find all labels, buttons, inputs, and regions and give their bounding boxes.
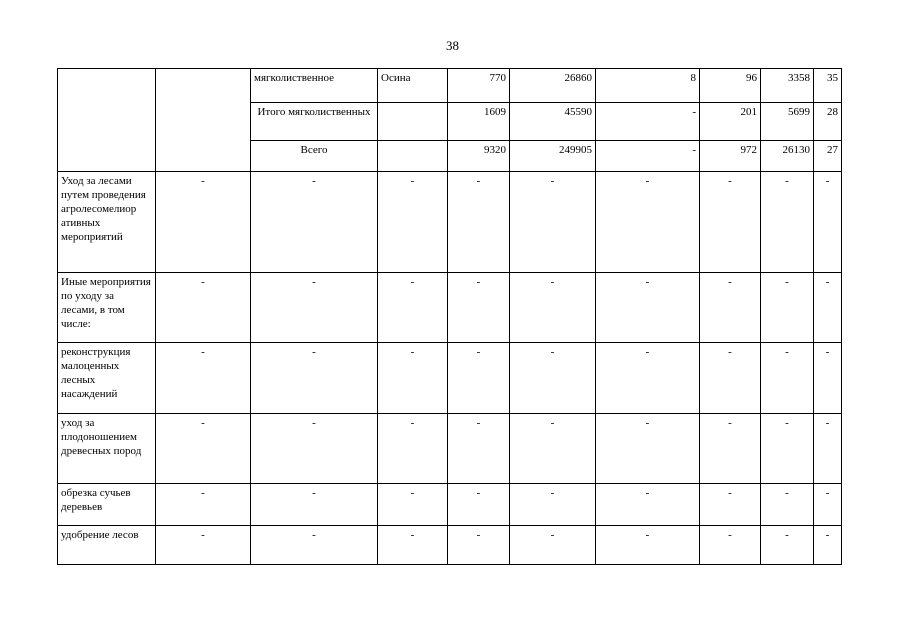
value-cell: 26130 (761, 141, 814, 172)
empty-cell (58, 69, 156, 172)
page-number: 38 (446, 38, 459, 53)
table-row (58, 69, 842, 103)
value-cell: - (378, 484, 448, 526)
value-cell: - (156, 484, 251, 526)
value-cell: - (814, 526, 842, 565)
value-cell: - (251, 273, 378, 343)
value-cell: - (510, 414, 596, 484)
value-cell: - (156, 414, 251, 484)
value-cell: - (700, 343, 761, 414)
value-cell: - (251, 414, 378, 484)
value-cell: 770 (448, 69, 510, 103)
activity-label-cell: обрезка сучьев деревьев (58, 484, 156, 526)
value-cell: - (596, 526, 700, 565)
value-cell: - (448, 273, 510, 343)
value-cell: 201 (700, 103, 761, 141)
value-cell: 27 (814, 141, 842, 172)
species-cell (378, 103, 448, 141)
value-cell: - (596, 141, 700, 172)
value-cell: - (761, 172, 814, 273)
value-cell: - (596, 103, 700, 141)
value-cell: - (378, 172, 448, 273)
value-cell: - (448, 414, 510, 484)
value-cell: - (448, 172, 510, 273)
value-cell: 972 (700, 141, 761, 172)
value-cell: - (761, 414, 814, 484)
species-group-cell: Всего (251, 141, 378, 172)
value-cell: 96 (700, 69, 761, 103)
value-cell: - (510, 273, 596, 343)
activity-label-cell: Уход за лесами путем проведения агролесомелиор ативных мероприятий (58, 172, 156, 273)
value-cell: - (761, 526, 814, 565)
forest-care-table (57, 68, 842, 565)
value-cell: - (251, 526, 378, 565)
table-row (58, 273, 842, 343)
table-row (58, 414, 842, 484)
value-cell: - (378, 526, 448, 565)
value-cell: 3358 (761, 69, 814, 103)
value-cell: - (596, 273, 700, 343)
value-cell: - (156, 526, 251, 565)
value-cell: - (251, 343, 378, 414)
value-cell: 249905 (510, 141, 596, 172)
activity-label-cell: удобрение лесов (58, 526, 156, 565)
value-cell: - (814, 414, 842, 484)
value-cell: - (700, 484, 761, 526)
value-cell: - (251, 484, 378, 526)
value-cell: 5699 (761, 103, 814, 141)
table-row (58, 172, 842, 273)
value-cell: - (814, 343, 842, 414)
species-group-cell: мягколиственное (251, 69, 378, 103)
activity-label-cell: уход за плодоношением древесных пород (58, 414, 156, 484)
value-cell: - (814, 172, 842, 273)
value-cell: - (510, 526, 596, 565)
value-cell: 8 (596, 69, 700, 103)
value-cell: 45590 (510, 103, 596, 141)
table-row (58, 484, 842, 526)
value-cell: - (510, 484, 596, 526)
value-cell: - (156, 343, 251, 414)
value-cell: - (378, 343, 448, 414)
value-cell: - (761, 343, 814, 414)
value-cell: - (814, 273, 842, 343)
value-cell: - (448, 484, 510, 526)
value-cell: 9320 (448, 141, 510, 172)
value-cell: - (510, 343, 596, 414)
value-cell: - (510, 172, 596, 273)
value-cell: - (700, 172, 761, 273)
value-cell: - (700, 414, 761, 484)
value-cell: - (596, 414, 700, 484)
value-cell: - (700, 526, 761, 565)
value-cell: - (596, 343, 700, 414)
activity-rows (58, 172, 842, 565)
value-cell: - (156, 273, 251, 343)
value-cell: - (448, 526, 510, 565)
value-cell: - (596, 172, 700, 273)
value-cell: 35 (814, 69, 842, 103)
empty-cell (156, 69, 251, 172)
value-cell: - (156, 172, 251, 273)
species-cell: Осина (378, 69, 448, 103)
value-cell: - (251, 172, 378, 273)
value-cell: - (448, 343, 510, 414)
value-cell: 28 (814, 103, 842, 141)
value-cell: 1609 (448, 103, 510, 141)
value-cell: 26860 (510, 69, 596, 103)
activity-label-cell: реконструкция малоценных лесных насаждений (58, 343, 156, 414)
table-row (58, 343, 842, 414)
activity-label-cell: Иные мероприятия по уходу за лесами, в том числе: (58, 273, 156, 343)
species-group-cell: Итого мягколиственных (251, 103, 378, 141)
value-cell: - (378, 414, 448, 484)
value-cell: - (814, 484, 842, 526)
value-cell: - (596, 484, 700, 526)
value-cell: - (378, 273, 448, 343)
species-cell (378, 141, 448, 172)
value-cell: - (761, 273, 814, 343)
table-row (58, 526, 842, 565)
value-cell: - (700, 273, 761, 343)
value-cell: - (761, 484, 814, 526)
